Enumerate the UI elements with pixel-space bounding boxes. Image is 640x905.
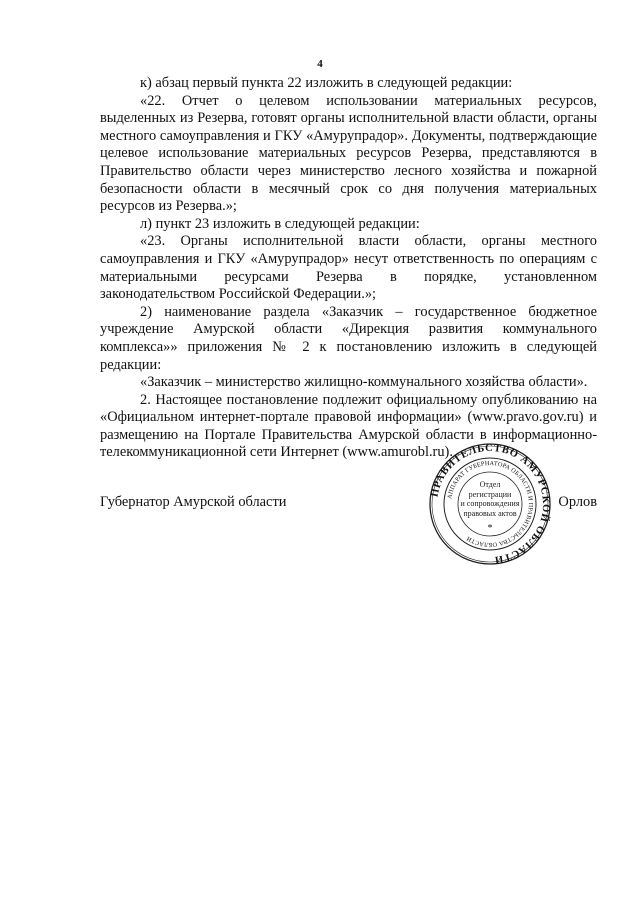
official-seal [428, 442, 552, 566]
paragraph-item-2: 2) наименование раздела «Заказчик – государственное бюджетное учреждение Амурской области «Дирекция развития коммунального комплекса»» приложения № 2 к постановлению изложить в следующей редакции: [100, 303, 597, 373]
seal-center-line: и сопровождения [460, 499, 520, 508]
paragraph-clause-23: «23. Органы исполнительной власти области, органы местного самоуправления и ГКУ «Амурупрадор» несут ответственность по операциям с материальными ресурсами Резерва в порядке, установленном законодательством Российской Федерации.»; [100, 233, 597, 303]
seal-inner-text: АППАРАТ ГУБЕРНАТОРА ОБЛАСТИ И ПРАВИТЕЛЬСТВА ОБЛАСТИ [446, 459, 535, 549]
seal-center-line: правовых актов [463, 508, 517, 518]
paragraph-amendment-k: к) абзац первый пункта 22 изложить в следующей редакции: [140, 75, 513, 91]
paragraph-publication: 2. Настоящее постановление подлежит официальному опубликованию на «Официальном интернет-портале правовой информации» (www.pravo.gov.ru) и размещению на Портале Правительства Амурской области в информационно-телекоммуникационной сети Интернет (www.amurobl.ru). [100, 391, 597, 461]
seal-center-line: Отдел [479, 480, 501, 489]
signature-block [100, 442, 597, 626]
seal-center-text [448, 480, 532, 534]
paragraph-amendment-l: л) пункт 23 изложить в следующей редакции: [140, 215, 420, 232]
paragraph-clause-22: «22. Отчет о целевом использовании материальных ресурсов, выделенных из Резерва, готовят органы исполнительной власти области, органы местного самоуправления и ГКУ «Амурупрадор». Документы, подтверждающие целевое использование материальных ресурсов Резерва, представляются в Правительство области через министерство лесного хозяйства и пожарной безопасности области в месячный срок со дня получения материальных ресурсов из Резерва.»; [100, 92, 597, 215]
seal-star: * [487, 523, 493, 534]
signer-name: Орлов [558, 494, 597, 510]
seal-outer-text: ПРАВИТЕЛЬСТВО АМУРСКОЙ ОБЛАСТИ [429, 442, 552, 565]
paragraph-customer-name: «Заказчик – министерство жилищно-коммунального хозяйства области». [140, 374, 588, 391]
document-body [100, 75, 597, 462]
signer-position: Губернатор Амурской области [100, 494, 287, 510]
seal-center-line: регистрации [468, 489, 512, 499]
page-number: 4 [317, 58, 323, 70]
